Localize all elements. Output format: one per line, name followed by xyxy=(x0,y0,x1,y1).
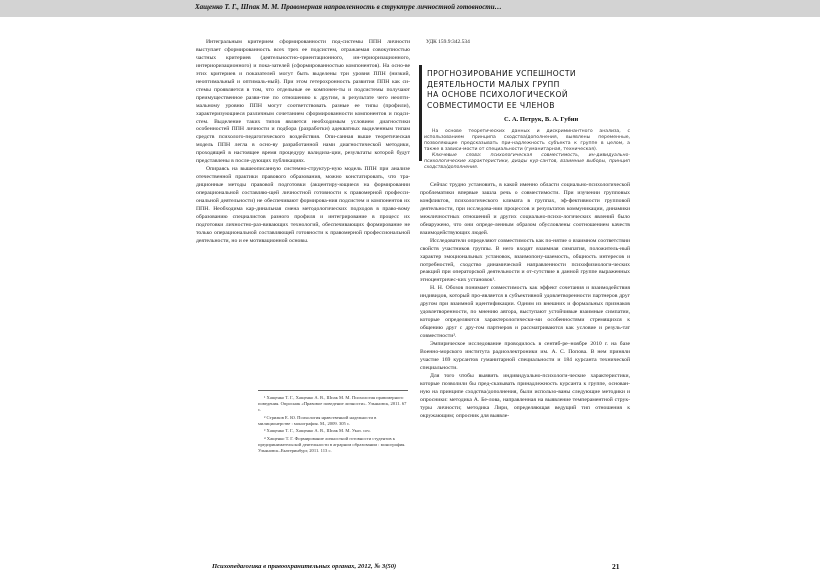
right-paragraph-4: Эмпирическое исследование проводилось в сентяб-ре–ноябре 2010 г. на базе Военно-морского института радиоэлектроники им. А. С. Попова. В нем приняли участие 169 курсантов гуманитарной специальности и 184 курсанта технической специальности. xyxy=(420,341,630,371)
footnote-2: ² Стрижов Е. Ю. Психология нравственной надежности в милиционерстве : монография. М., 2009. 305 с. xyxy=(258,414,377,426)
left-column xyxy=(196,39,410,246)
article-title xyxy=(427,69,627,111)
right-column xyxy=(420,182,630,421)
article-authors: С. А. Петрук, В. А. Губин xyxy=(504,116,579,123)
journal-footer: Психопедагогика в правоохранительных органах, 2012, № 3(50) xyxy=(212,563,397,570)
footnote-3: ³ Хащенко Т. Г., Хащенко А. В., Шпак М. М. Указ. соч. xyxy=(264,428,371,434)
right-paragraph-2: Исследователи определяют совместимость как по-нятие о взаимном соответствии свойств участников группы. В него входят взаимная симпатия, положитель-ный характер эмоциональных установок, взаимопону-шаемость, общность интересов и потребностей, сходство динамической направленности психофизиологи-ческих реакций при операторской деятельности и от-сутствие в данной группе выраженных этноцентричес-ких установок¹. xyxy=(420,237,630,284)
abstract-text: На основе теоретических данных и дискриминантного анализа, с использованием принципа сходства/дополнения, выявлены переменные, позволяющие предсказывать при-надлежность субъекта к группе в целом, а также в зависи-мости от специальности (гуманитарная, техническая). xyxy=(424,129,630,153)
footnote-divider xyxy=(258,390,408,391)
left-paragraph-2: Опираясь на вышеописанную системно-структур-ную модель ППН при анализе отечественной практики правового образования, можно констатировать, что тра-диционные методы правовой подготовки (акцентиру-ющиеся на формировании операциональной составляю-щей личностной готовности к правомерной професси-ональной деятельности) не обеспечивают формирова-ния подсистем и компонентов их ППН. Необходима кар-динальная смена методологических подходов в право-вому образованию специалистов разного профиля и интегрирование в процесс их подготовки личностно-раз-вивающих технологий, обеспечивающих формирование не только операциональной составляющей готовности к правомерной профессиональной деятельности, но и ее мотивационной основы. xyxy=(196,166,410,244)
title-accent-bar xyxy=(419,65,422,161)
right-paragraph-1: Сейчас трудно установить, в какой именно области социально-психологической проблематики впервые зашла речь о совместимости. При изучении групповых конфликтов, психологического климата в группах, эф-фективности групповой деятельности, при исследова-нии процессов и результатов коммуникации, динамики межличностных отношений и других социально-психо-логических явлений было обнаружено, что они опреде-ленным образом обусловлены соотношением качеств взаимодействующих людей. xyxy=(420,182,630,236)
article-abstract xyxy=(424,129,630,171)
right-paragraph-5: Для того чтобы выявить индивидуально-психологи-ческие характеристики, которые позволили бы пред-сказывать принадлежность курсанта к группе, основан-ную на принципе сходства/дополнения, были использо-ваны следующие методики и опросники: методика А. Бе-лова, направленная на выявление темпераментной струк-туры личности; методика Лири, определяющая ведущий тип отношения к окружающим; опросник для выявле- xyxy=(420,372,630,419)
title-line-4: СОВМЕСТИМОСТИ ЕЕ ЧЛЕНОВ xyxy=(427,100,555,110)
keywords-text: Ключевые слова: психологическая совместимость, ин-дивидуально-психологические характеристики, диады кур-сантов, взаимные выборы, принцип сходства/дополнения. xyxy=(424,153,630,171)
udc-code: УДК 159.9:342.534 xyxy=(426,39,470,45)
title-line-1: ПРОГНОЗИРОВАНИЕ УСПЕШНОСТИ xyxy=(427,69,576,78)
footnotes xyxy=(258,395,408,456)
running-head-text: Хащенко Т. Г., Шпак М. М. Правомерная направленность в структуре личностной готовности… xyxy=(195,3,502,11)
footnote-1: ¹ Хащенко Т. Г., Хащенко А. В., Шпак М. М. Психология правомерного поведения. Опросник «Правовое поведение личности». Ульяновск, 2011. 67 с. xyxy=(258,395,407,413)
footnote-4: ⁴ Хащенко Т. Г. Формирование личностной готовности студентов к предпринимательской деятельности в аграрном образовании : монография. Ульяновск–Екатеринбург, 2011. 113 с. xyxy=(258,436,406,454)
left-paragraph-1: Интегральным критерием сформированности под-системы ППН личности выступает сформированность всех трех ее подсистем, отражаемая совокупностью частных критериев (деятельностно-ориентационного, ин-териоризационного, интериоризационного) и пока-зателей (сформированностью компонентов). На осно-ве этих критериев и показателей могут быть выделены три уровня ППН (низкий, неоптимальный и оптималь-ный). При этом гетерохронность развития ППН как си-стемы проявляется в том, что отдельные ее компонен-ты и подсистемы получают преимущественное разви-тие по отношению к другим, в результате чего неопти-мальному уровню ППН могут соответствовать разные ее типы (профили), характеризующиеся различным сочетанием сформированности компонентов и подси-стем. Выделение таких типов является необходимым условием диагностики особенностей ППН личности и подбора (разработки) адекватных выделенным типам средств психолого-педагогического воздействия. Опи-санная выше теоретическая модель ППН легла в осно-ву разработанной нами диагностической методики, проходящей в настоящее время процедуру валидиза-ции, результаты которой будут представлены в после-дующих публикациях. xyxy=(196,39,410,165)
running-header xyxy=(0,0,820,17)
title-line-3: НА ОСНОВЕ ПСИХОЛОГИЧЕСКОЙ xyxy=(427,90,568,100)
page-number: 21 xyxy=(612,562,620,571)
right-paragraph-3: Н. Н. Обозов понимает совместимость как эффект сочетания и взаимодействия индивидов, который про-является в субъективной удовлетворенности партнеров друг другом при взаимной идентификации. Одним из внешних и формальных признаков удовлетворенности, по мнению автора, выступают устойчивые взаимные симпатии, которые определяются характерологически-ми особенностями стремящихся к общению друг с дру-гом партнеров и рассматриваются как условие и резуль-тат совместности². xyxy=(420,285,630,340)
title-line-2: ДЕЯТЕЛЬНОСТИ МАЛЫХ ГРУПП xyxy=(427,79,560,89)
